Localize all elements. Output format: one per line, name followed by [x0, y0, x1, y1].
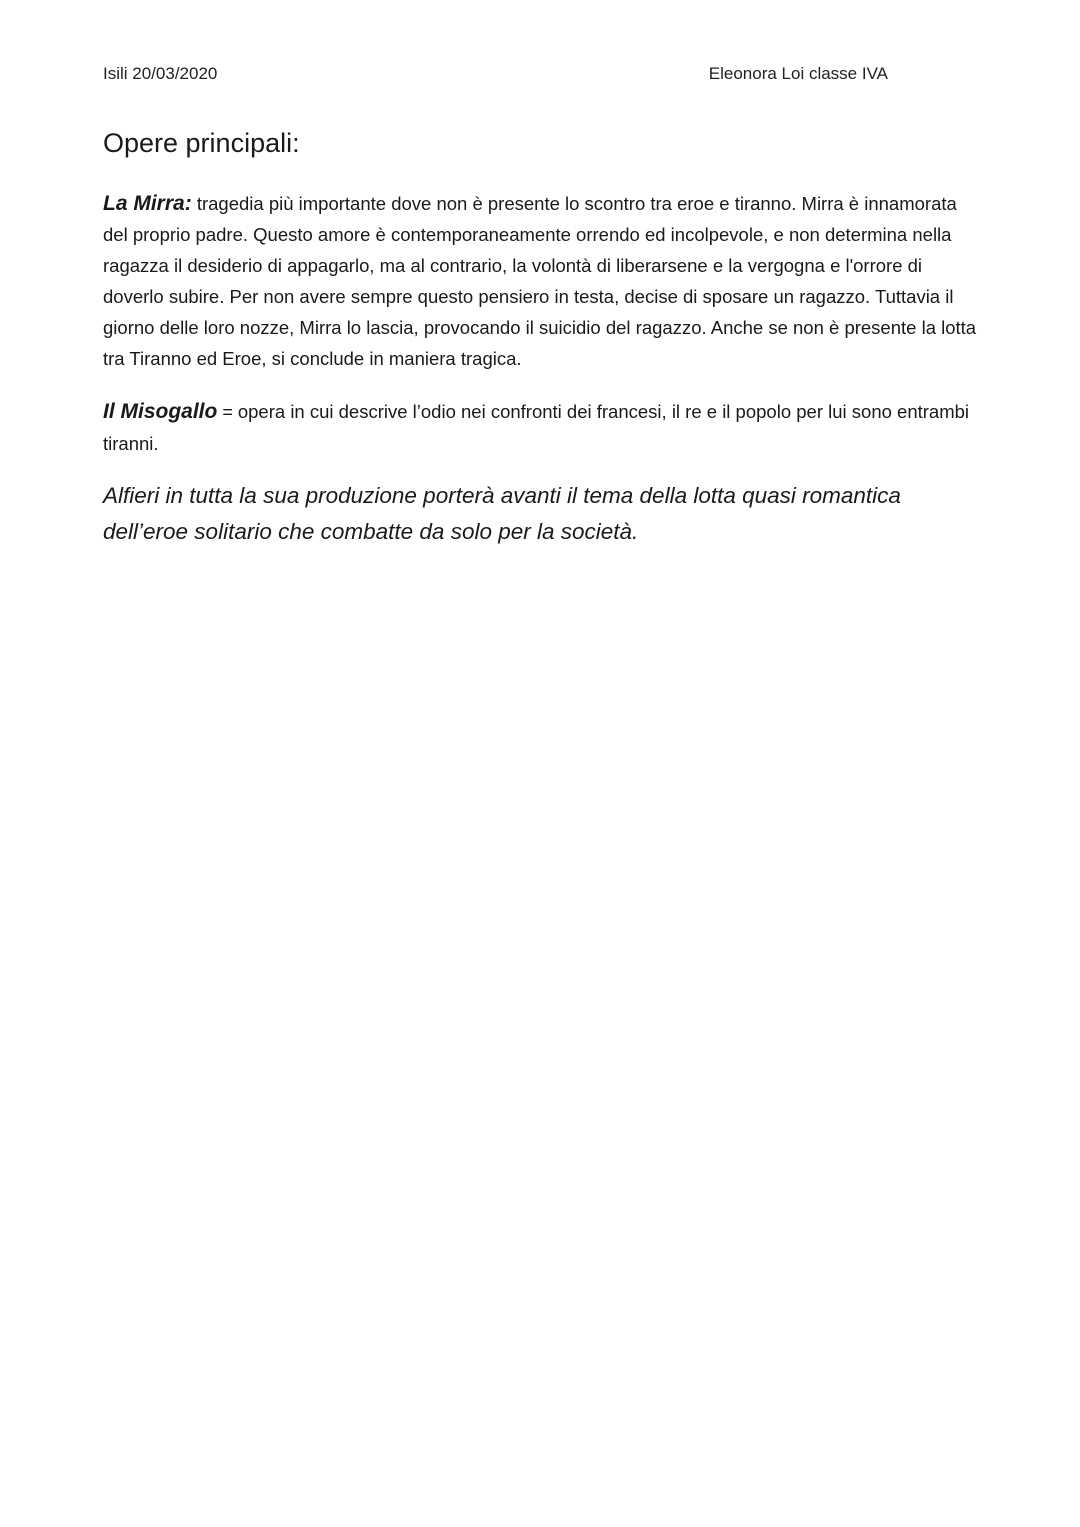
- paragraph-separator: =: [217, 402, 238, 422]
- section-title: Opere principali:: [103, 128, 300, 158]
- header-author: Eleonora Loi classe IVA: [708, 64, 888, 83]
- closing-statement: Alfieri in tutta la sua produzione porterà avanti il tema della lotta quasi romantica dell’eroe solitario che combatte da solo per la società.: [103, 483, 901, 544]
- header-date: Isili 20/03/2020: [103, 64, 218, 83]
- paragraph-body: opera in cui descrive l’odio nei confronti dei francesi, il re e il popolo per lui sono entrambi tiranni.: [103, 401, 970, 454]
- paragraph-lead: La Mirra:: [103, 192, 192, 215]
- paragraph-il-misogallo: [103, 396, 983, 459]
- paragraph-la-mirra: [103, 188, 983, 374]
- paragraph-lead: Il Misogallo: [103, 400, 218, 423]
- paragraph-body: tragedia più importante dove non è presente lo scontro tra eroe e tiranno. Mirra è innamorata del proprio padre. Questo amore è contemporaneamente orrendo ed incolpevole, e non determina nella ragazza il desiderio di appagarlo, ma al contrario, la volontà di liberarsene e la vergogna e l'orrore di doverlo subire. Per non avere sempre questo pensiero in testa, decise di sposare un ragazzo. Tuttavia il giorno delle loro nozze, Mirra lo lascia, provocando il suicidio del ragazzo. Anche se non è presente la lotta tra Tiranno ed Eroe, si conclude in maniera tragica.: [103, 193, 977, 369]
